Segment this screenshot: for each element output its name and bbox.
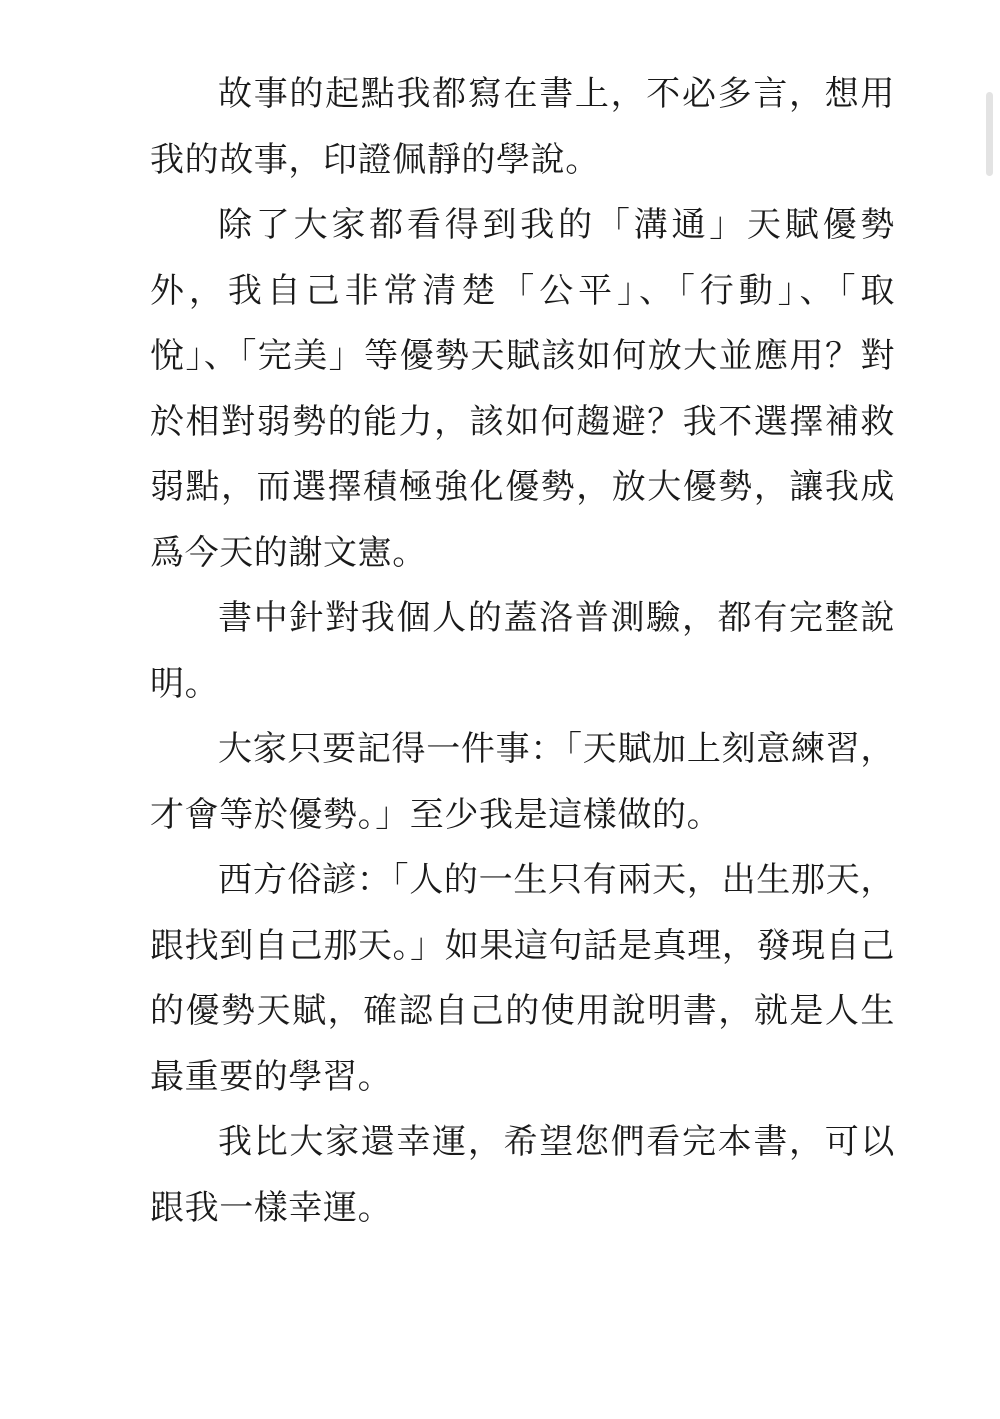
paragraph: 西方俗諺：「人的一生只有兩天，出生那天，跟找到自己那天。」如果這句話是真理，發現自己的優勢天賦，確認自己的使用說明書，就是人生最重要的學習。 [150,860,895,1097]
scrollbar-thumb[interactable] [986,92,993,176]
document-body [150,62,895,1241]
paragraph: 大家只要記得一件事：「天賦加上刻意練習，才會等於優勢。」至少我是這樣做的。 [150,729,895,835]
paragraph: 書中針對我個人的蓋洛普測驗，都有完整說明。 [150,598,895,704]
paragraph: 故事的起點我都寫在書上，不必多言，想用我的故事，印證佩靜的學說。 [150,74,895,180]
paragraph: 除了大家都看得到我的「溝通」天賦優勢外，我自己非常清楚「公平」、「行動」、「取悅」、「完美」等優勢天賦該如何放大並應用？對於相對弱勢的能力，該如何趨避？我不選擇補救弱點，而選擇積極強化優勢，放大優勢，讓我成爲今天的謝文憲。 [150,205,895,573]
paragraph: 我比大家還幸運，希望您們看完本書，可以跟我一樣幸運。 [150,1122,895,1228]
